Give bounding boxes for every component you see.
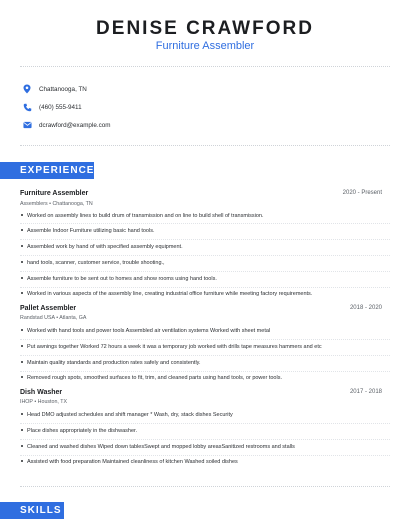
email-icon <box>22 120 32 130</box>
contact-phone <box>20 100 82 114</box>
bullet-dot <box>21 292 23 294</box>
bullet-dot <box>21 361 23 363</box>
bullet-separator <box>20 239 390 240</box>
job-title: Furniture Assembler <box>20 190 89 197</box>
job-title: Dish Washer <box>20 389 63 396</box>
contact-location-text: Chattanooga, TN <box>39 85 87 93</box>
list-item: hand tools, scanner, customer service, trouble shooting., <box>20 259 390 267</box>
job-title: Pallet Assembler <box>20 305 77 312</box>
job-entry <box>20 389 382 399</box>
list-item: Assisted with food preparation Maintained cleanliness of kitchen Washed soiled dishes <box>20 458 390 466</box>
job-employer-line: Assemblers • Chattanooga, TN <box>20 201 93 207</box>
job-title-headline: Furniture Assembler <box>155 40 255 52</box>
list-item: Worked in various aspects of the assembly line, creating industrial office furniture while meeting factory requirements. <box>20 290 390 298</box>
bullet-dot <box>21 261 23 263</box>
list-item: Maintain quality standards and production rates safely and consistently. <box>20 359 390 367</box>
bullet-dot <box>21 229 23 231</box>
job-location: Houston, TX <box>37 399 68 405</box>
contact-email <box>20 118 111 132</box>
job-employer: Randstad USA <box>20 315 55 321</box>
list-item: Worked on assembly lines to build drum of transmission and on line to build shell of transmission. <box>20 212 390 220</box>
contact-divider <box>20 145 390 146</box>
bullet-dot <box>21 345 23 347</box>
experience-heading: EXPERIENCE <box>0 162 94 179</box>
bullet-dot <box>21 245 23 247</box>
bullet-dot <box>21 460 23 462</box>
bullet-dot <box>21 329 23 331</box>
job-location: Atlanta, GA <box>59 315 87 321</box>
list-item: Assembled work by hand of with specified assembly equipment. <box>20 243 390 251</box>
bullet-separator <box>20 271 390 272</box>
job-dates: 2020 - Present <box>342 190 382 196</box>
bullet-separator <box>20 455 390 456</box>
job-employer-line: IHOP • Houston, TX <box>20 399 68 405</box>
bullet-separator <box>20 223 390 224</box>
bullet-separator <box>20 355 390 356</box>
list-item: Cleaned and washed dishes Wiped down tablesSwept and mopped lobby areasSanitized restrooms and stalls <box>20 443 390 451</box>
job-dates: 2017 - 2018 <box>349 389 382 395</box>
job-employer-line: Randstad USA • Atlanta, GA <box>20 315 87 321</box>
bullet-separator <box>20 287 390 288</box>
contact-email-text: dcrawford@example.com <box>39 121 111 129</box>
job-location: Chattanooga, TN <box>52 201 93 207</box>
bullet-dot <box>21 445 23 447</box>
list-item: Place dishes appropriately in the dishwasher. <box>20 427 390 435</box>
bullet-dot <box>21 376 23 378</box>
skills-heading: SKILLS <box>0 502 64 519</box>
bullet-dot <box>21 214 23 216</box>
list-item: Head DMO adjusted schedules and shift manager * Wash, dry, stack dishes Security <box>20 411 390 419</box>
header-divider <box>20 66 390 67</box>
experience-divider <box>20 486 390 487</box>
bullet-separator <box>20 339 390 340</box>
bullet-separator <box>20 439 390 440</box>
location-pin-icon <box>22 84 32 94</box>
bullet-separator <box>20 371 390 372</box>
list-item: Worked with hand tools and power tools Assembled air ventilation systems Worked with sheet metal <box>20 327 390 335</box>
phone-icon <box>22 102 32 112</box>
job-dates: 2018 - 2020 <box>349 305 382 311</box>
bullet-separator <box>20 423 390 424</box>
bullet-separator <box>20 255 390 256</box>
job-employer: IHOP <box>20 399 33 405</box>
list-item: Assemble furniture to be sent out to homes and show rooms using hand tools. <box>20 275 390 283</box>
list-item: Put awnings together Worked 72 hours a week it was a temporary job worked with drills tape measures hammers and etc <box>20 343 390 351</box>
contact-location <box>20 82 87 96</box>
candidate-name: DENISE CRAWFORD <box>96 18 314 39</box>
bullet-dot <box>21 413 23 415</box>
job-entry <box>20 305 382 315</box>
job-employer: Assemblers <box>20 201 48 207</box>
job-entry <box>20 190 382 200</box>
contact-phone-text: (460) 555-9411 <box>39 103 82 111</box>
list-item: Assemble Indoor Furniture utilizing basic hand tools. <box>20 227 390 235</box>
bullet-dot <box>21 277 23 279</box>
bullet-dot <box>21 429 23 431</box>
list-item: Removed rough spots, smoothed surfaces to fit, trim, and cleaned parts using hand tools, or power tools. <box>20 374 390 382</box>
